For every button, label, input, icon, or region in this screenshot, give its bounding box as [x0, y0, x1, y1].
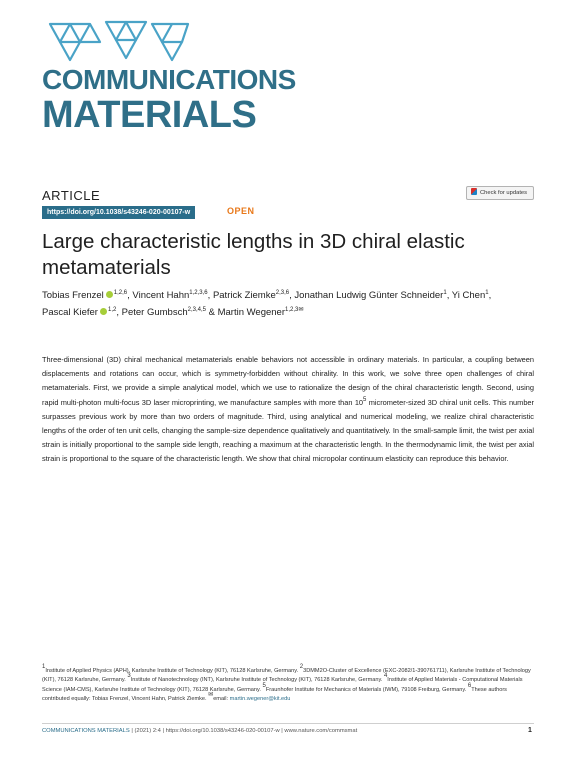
- author[interactable]: Martin Wegener$^{1,2,3✉}$: [217, 306, 304, 318]
- author[interactable]: Vincent Hahn$^{1,2,3,6}$: [132, 290, 208, 301]
- check-updates-icon: [471, 188, 477, 195]
- footer-divider: [42, 723, 534, 724]
- doi-link[interactable]: https://doi.org/10.1038/s43246-020-00107-w: [42, 206, 195, 219]
- author[interactable]: Patrick Ziemke$^{2,3,6}$: [212, 290, 290, 301]
- author[interactable]: Tobias Frenzel $^{1,2,6}$: [42, 290, 128, 301]
- author[interactable]: Peter Gumbsch$^{2,3,4,5}$: [121, 306, 206, 318]
- orcid-icon[interactable]: [106, 291, 113, 298]
- open-access-badge: OPEN: [227, 206, 255, 216]
- author[interactable]: Jonathan Ludwig Günter Schneider$^1$: [294, 290, 447, 301]
- author[interactable]: Yi Chen$^1$: [451, 290, 489, 301]
- journal-logo-icon: [44, 16, 192, 66]
- footer-citation: COMMUNICATIONS MATERIALS | (2021) 2:4 | https://doi.org/10.1038/s43246-020-00107-w | www.nature.com/commsmat: [42, 728, 358, 734]
- journal-name-line1: COMMUNICATIONS: [42, 64, 296, 95]
- author-list: Tobias Frenzel $^{1,2,6}$, Vincent Hahn$^{1,2,3,6}$, Patrick Ziemke$^{2,3,6}$, Jonathan Ludwig Günter Schneider$^1$, Yi Chen$^1$, Pascal Kiefer $^{1,2}$, Peter Gumbsch$^{2,3,4,5}$ & Martin Wegener$^{1,2,3✉}$: [42, 290, 492, 318]
- page-number: 1: [528, 727, 532, 734]
- journal-name-line2: MATERIALS: [42, 94, 257, 136]
- check-updates-label: Check for updates: [480, 190, 528, 196]
- affiliations: $^1$Institute of Applied Physics (APH), Karlsruhe Institute of Technology (KIT), 76128 Karlsruhe, Germany. $^2$3DMM2O-Cluster of Excellence (EXC-2082/1-390761711), Karlsruhe Institute of Technology (KIT), 76128 Karlsruhe, Germany. $^3$Institute of Nanotechnology (INT), Karlsruhe Institute of Technology (KIT), 76128 Karlsruhe, Germany. $^4$Institute of Applied Materials - Computational Materials Science (IAM-CMS), Karlsruhe Institute of Technology (KIT), 76128 Karlsruhe, Germany. $^5$Fraunhofer Institute for Mechanics of Materials (IWM), 79108 Freiburg, Germany. $^6$These authors contributed equally: Tobias Frenzel, Vincent Hahn, Patrick Ziemke. ✉email: martin.wegener@kit.edu: [42, 664, 531, 703]
- orcid-icon[interactable]: [100, 308, 107, 315]
- abstract: Three-dimensional (3D) chiral mechanical metamaterials enable behaviors not accessible in ordinary materials. In particular, a coupling between displacements and rotations can occur, which is symmetry-forbidden without chirality. In this work, we solve three open challenges of chiral metamaterials. First, we provide a simple analytical model, which we use to rationalize the design of the chiral characteristic length. Second, using rapid multi-photon multi-focus 3D laser microprinting, we manufacture samples with more than $10^5$ micrometer-sized 3D chiral unit cells. This number surpasses previous work by more than two orders of magnitude. Third, using analytical and numerical modeling, we realize chiral characteristic lengths of the order of ten unit cells, changing the sample-size dependence qualitatively and quantitatively. In the small-sample limit, the twist per axial strain is initially proportional to the sample side length, reaching a maximum at the characteristic length. In the thermodynamic limit, the twist per axial strain is proportional to the square of the characteristic length. We show that chiral micropolar continuum elasticity can reproduce this behavior.: [42, 355, 534, 464]
- check-for-updates-button[interactable]: [466, 186, 534, 200]
- article-type-label: ARTICLE: [42, 188, 101, 203]
- corresponding-email-link[interactable]: martin.wegener@kit.edu: [229, 696, 291, 703]
- author[interactable]: Pascal Kiefer $^{1,2}$: [42, 306, 117, 318]
- article-title: Large characteristic lengths in 3D chiral elastic metamaterials: [42, 230, 465, 279]
